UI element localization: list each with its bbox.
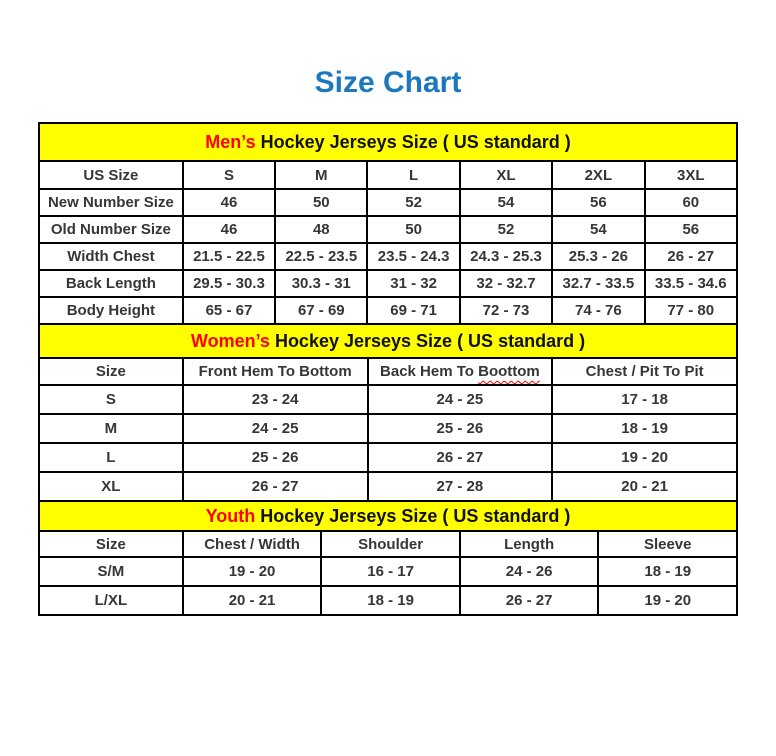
table-cell: 27 - 28: [368, 472, 553, 501]
table-cell: 19 - 20: [598, 586, 737, 615]
row-label: Back Length: [39, 270, 183, 297]
table-row: [39, 189, 737, 216]
table-cell: 48: [275, 216, 367, 243]
table-row: [39, 243, 737, 270]
column-header: Chest / Pit To Pit: [552, 358, 737, 385]
table-row: [39, 414, 737, 443]
table-cell: 54: [552, 216, 644, 243]
column-header: 2XL: [552, 161, 644, 189]
table-cell: 69 - 71: [367, 297, 459, 324]
column-header: US Size: [39, 161, 183, 189]
table-cell: 30.3 - 31: [275, 270, 367, 297]
table-cell: 20 - 21: [552, 472, 737, 501]
mens-band-title-text: Hockey Jerseys Size ( US standard ): [255, 131, 571, 152]
table-cell: 52: [460, 216, 552, 243]
table-cell: 26 - 27: [645, 243, 737, 270]
row-label: S: [39, 385, 183, 414]
table-cell: 19 - 20: [552, 443, 737, 472]
table-cell: 52: [367, 189, 459, 216]
mens-section-band: [39, 123, 737, 161]
table-row: [39, 216, 737, 243]
page-title: Size Chart: [314, 66, 462, 99]
table-cell: 25 - 26: [368, 414, 553, 443]
table-row: [39, 270, 737, 297]
youth-band-accent-label: Youth: [205, 505, 256, 526]
size-chart-tables: [38, 122, 738, 616]
column-header: M: [275, 161, 367, 189]
table-cell: 21.5 - 22.5: [183, 243, 275, 270]
table-cell: 54: [460, 189, 552, 216]
column-header: XL: [460, 161, 552, 189]
table-cell: 23 - 24: [183, 385, 368, 414]
table-cell: 18 - 19: [321, 586, 460, 615]
table-cell: 24 - 25: [183, 414, 368, 443]
row-label: S/M: [39, 557, 183, 586]
womens-band-title-text: Hockey Jerseys Size ( US standard ): [269, 330, 586, 351]
table-cell: 65 - 67: [183, 297, 275, 324]
table-cell: 32.7 - 33.5: [552, 270, 644, 297]
table-cell: 16 - 17: [321, 557, 460, 586]
table-cell: 24 - 25: [368, 385, 553, 414]
table-cell: 60: [645, 189, 737, 216]
table-cell: 46: [183, 189, 275, 216]
table-row: [39, 557, 737, 586]
table-cell: 72 - 73: [460, 297, 552, 324]
table-cell: 50: [367, 216, 459, 243]
table-cell: 77 - 80: [645, 297, 737, 324]
column-header: L: [367, 161, 459, 189]
table-row: [39, 472, 737, 501]
table-cell: 31 - 32: [367, 270, 459, 297]
table-cell: 22.5 - 23.5: [275, 243, 367, 270]
column-header: Shoulder: [321, 531, 460, 557]
table-cell: 32 - 32.7: [460, 270, 552, 297]
table-cell: 46: [183, 216, 275, 243]
column-header: 3XL: [645, 161, 737, 189]
row-label: M: [39, 414, 183, 443]
womens-size-table: [38, 323, 738, 502]
table-cell: 17 - 18: [552, 385, 737, 414]
table-cell: 18 - 19: [598, 557, 737, 586]
table-cell: 25.3 - 26: [552, 243, 644, 270]
row-label: New Number Size: [39, 189, 183, 216]
column-header: Chest / Width: [183, 531, 322, 557]
table-cell: 20 - 21: [183, 586, 322, 615]
table-cell: 26 - 27: [183, 472, 368, 501]
column-header: Size: [39, 531, 183, 557]
table-cell: 26 - 27: [368, 443, 553, 472]
youth-section-band: [39, 501, 737, 531]
table-cell: 74 - 76: [552, 297, 644, 324]
table-cell: 24 - 26: [460, 557, 599, 586]
mens-size-table: [38, 122, 738, 325]
table-cell: 23.5 - 24.3: [367, 243, 459, 270]
table-cell: 25 - 26: [183, 443, 368, 472]
table-cell: 50: [275, 189, 367, 216]
column-header: Back Hem To Boottom: [368, 358, 553, 385]
table-cell: 29.5 - 30.3: [183, 270, 275, 297]
youth-band-title-text: Hockey Jerseys Size ( US standard ): [255, 505, 571, 526]
row-label: XL: [39, 472, 183, 501]
table-cell: 19 - 20: [183, 557, 322, 586]
womens-band-accent-label: Women’s: [190, 330, 270, 351]
table-cell: 56: [552, 189, 644, 216]
table-row: [39, 385, 737, 414]
table-cell: 24.3 - 25.3: [460, 243, 552, 270]
row-label: Old Number Size: [39, 216, 183, 243]
mens-band-accent-label: Men’s: [205, 131, 256, 152]
table-cell: 67 - 69: [275, 297, 367, 324]
column-header: Length: [460, 531, 599, 557]
row-label: Body Height: [39, 297, 183, 324]
misspelled-word: Boottom: [478, 363, 540, 380]
row-label: Width Chest: [39, 243, 183, 270]
row-label: L: [39, 443, 183, 472]
table-cell: 56: [645, 216, 737, 243]
table-cell: 18 - 19: [552, 414, 737, 443]
column-header: Sleeve: [598, 531, 737, 557]
table-cell: 26 - 27: [460, 586, 599, 615]
youth-size-table: [38, 500, 738, 616]
column-header: S: [183, 161, 275, 189]
row-label: L/XL: [39, 586, 183, 615]
column-header: Front Hem To Bottom: [183, 358, 368, 385]
womens-section-band: [39, 324, 737, 358]
column-header: Size: [39, 358, 183, 385]
table-row: [39, 443, 737, 472]
table-cell: 33.5 - 34.6: [645, 270, 737, 297]
table-row: [39, 586, 737, 615]
table-row: [39, 297, 737, 324]
